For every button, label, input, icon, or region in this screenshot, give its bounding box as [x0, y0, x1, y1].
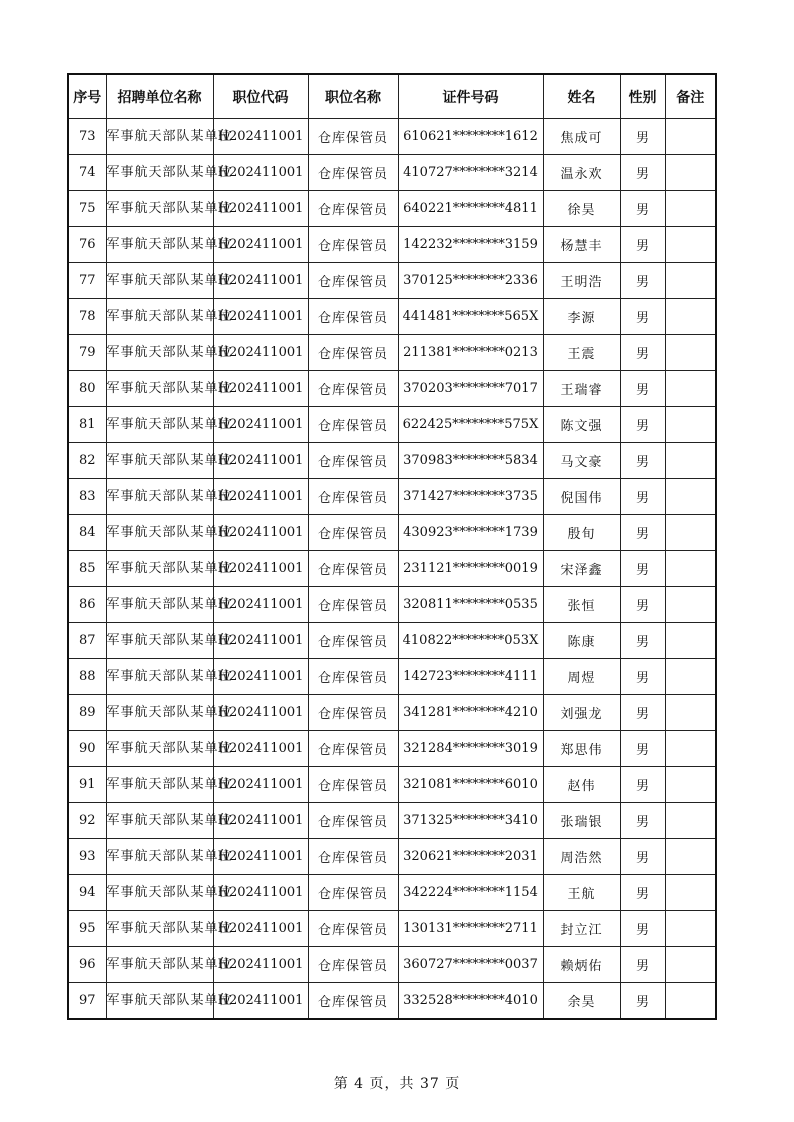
cell-serial: 75: [68, 191, 106, 227]
cell-id-number: 370983********5834: [398, 443, 543, 479]
table-row: [68, 731, 716, 767]
cell-unit: 军事航天部队某单位: [106, 479, 213, 515]
cell-position-name: 仓库保管员: [308, 299, 398, 335]
table-row: [68, 407, 716, 443]
cell-serial: 86: [68, 587, 106, 623]
cell-note: [665, 587, 716, 623]
cell-position-name: 仓库保管员: [308, 515, 398, 551]
cell-gender: 男: [620, 803, 665, 839]
cell-id-number: 410822********053X: [398, 623, 543, 659]
cell-serial: 84: [68, 515, 106, 551]
cell-position-name: 仓库保管员: [308, 551, 398, 587]
cell-unit: 军事航天部队某单位: [106, 587, 213, 623]
cell-id-number: 371427********3735: [398, 479, 543, 515]
cell-note: [665, 155, 716, 191]
cell-name: 陈康: [543, 623, 620, 659]
cell-position-name: 仓库保管员: [308, 263, 398, 299]
cell-note: [665, 767, 716, 803]
header-serial: 序号: [68, 74, 106, 119]
table-row: [68, 875, 716, 911]
cell-gender: 男: [620, 983, 665, 1020]
cell-unit: 军事航天部队某单位: [106, 839, 213, 875]
cell-serial: 85: [68, 551, 106, 587]
cell-position-code: H202411001: [213, 155, 308, 191]
cell-unit: 军事航天部队某单位: [106, 119, 213, 155]
cell-gender: 男: [620, 407, 665, 443]
cell-position-code: H202411001: [213, 551, 308, 587]
cell-gender: 男: [620, 875, 665, 911]
header-id-number: 证件号码: [398, 74, 543, 119]
table-row: [68, 947, 716, 983]
cell-note: [665, 911, 716, 947]
cell-gender: 男: [620, 335, 665, 371]
cell-serial: 95: [68, 911, 106, 947]
cell-note: [665, 335, 716, 371]
cell-position-name: 仓库保管员: [308, 443, 398, 479]
cell-name: 张瑞银: [543, 803, 620, 839]
cell-position-code: H202411001: [213, 479, 308, 515]
cell-position-name: 仓库保管员: [308, 839, 398, 875]
cell-position-name: 仓库保管员: [308, 119, 398, 155]
cell-position-code: H202411001: [213, 371, 308, 407]
cell-position-name: 仓库保管员: [308, 407, 398, 443]
table-row: [68, 767, 716, 803]
cell-note: [665, 371, 716, 407]
cell-name: 刘强龙: [543, 695, 620, 731]
cell-note: [665, 227, 716, 263]
cell-id-number: 622425********575X: [398, 407, 543, 443]
cell-name: 王航: [543, 875, 620, 911]
cell-position-name: 仓库保管员: [308, 191, 398, 227]
cell-note: [665, 839, 716, 875]
cell-gender: 男: [620, 191, 665, 227]
cell-unit: 军事航天部队某单位: [106, 659, 213, 695]
table-row: [68, 155, 716, 191]
cell-id-number: 370203********7017: [398, 371, 543, 407]
cell-serial: 96: [68, 947, 106, 983]
cell-position-code: H202411001: [213, 191, 308, 227]
cell-position-code: H202411001: [213, 263, 308, 299]
cell-id-number: 370125********2336: [398, 263, 543, 299]
cell-unit: 军事航天部队某单位: [106, 911, 213, 947]
cell-position-name: 仓库保管员: [308, 335, 398, 371]
cell-id-number: 142723********4111: [398, 659, 543, 695]
cell-id-number: 342224********1154: [398, 875, 543, 911]
cell-gender: 男: [620, 659, 665, 695]
cell-position-name: 仓库保管员: [308, 695, 398, 731]
cell-name: 倪国伟: [543, 479, 620, 515]
header-position-name: 职位名称: [308, 74, 398, 119]
cell-note: [665, 407, 716, 443]
cell-serial: 91: [68, 767, 106, 803]
cell-note: [665, 263, 716, 299]
cell-id-number: 320621********2031: [398, 839, 543, 875]
cell-serial: 80: [68, 371, 106, 407]
cell-serial: 97: [68, 983, 106, 1020]
cell-unit: 军事航天部队某单位: [106, 551, 213, 587]
cell-position-name: 仓库保管员: [308, 983, 398, 1020]
cell-gender: 男: [620, 731, 665, 767]
cell-id-number: 130131********2711: [398, 911, 543, 947]
cell-position-code: H202411001: [213, 875, 308, 911]
cell-id-number: 321081********6010: [398, 767, 543, 803]
table-row: [68, 227, 716, 263]
cell-note: [665, 515, 716, 551]
table-row: [68, 911, 716, 947]
cell-note: [665, 875, 716, 911]
cell-gender: 男: [620, 839, 665, 875]
cell-serial: 82: [68, 443, 106, 479]
cell-gender: 男: [620, 911, 665, 947]
cell-serial: 90: [68, 731, 106, 767]
table-row: [68, 695, 716, 731]
table-row: [68, 803, 716, 839]
cell-name: 周煜: [543, 659, 620, 695]
cell-gender: 男: [620, 767, 665, 803]
cell-id-number: 332528********4010: [398, 983, 543, 1020]
cell-id-number: 640221********4811: [398, 191, 543, 227]
table-row: [68, 443, 716, 479]
table-row: [68, 623, 716, 659]
cell-id-number: 341281********4210: [398, 695, 543, 731]
cell-name: 郑思伟: [543, 731, 620, 767]
table-row: [68, 515, 716, 551]
cell-unit: 军事航天部队某单位: [106, 227, 213, 263]
cell-position-name: 仓库保管员: [308, 227, 398, 263]
cell-gender: 男: [620, 443, 665, 479]
cell-id-number: 610621********1612: [398, 119, 543, 155]
cell-position-code: H202411001: [213, 623, 308, 659]
cell-unit: 军事航天部队某单位: [106, 155, 213, 191]
cell-position-code: H202411001: [213, 803, 308, 839]
cell-position-name: 仓库保管员: [308, 371, 398, 407]
cell-position-name: 仓库保管员: [308, 587, 398, 623]
cell-serial: 92: [68, 803, 106, 839]
cell-position-code: H202411001: [213, 299, 308, 335]
cell-position-code: H202411001: [213, 119, 308, 155]
header-unit: 招聘单位名称: [106, 74, 213, 119]
cell-note: [665, 191, 716, 227]
table-row: [68, 335, 716, 371]
cell-gender: 男: [620, 515, 665, 551]
cell-name: 马文豪: [543, 443, 620, 479]
cell-unit: 军事航天部队某单位: [106, 263, 213, 299]
cell-note: [665, 731, 716, 767]
cell-position-name: 仓库保管员: [308, 623, 398, 659]
cell-id-number: 410727********3214: [398, 155, 543, 191]
table-row: [68, 191, 716, 227]
table-body: [68, 119, 716, 1020]
cell-position-code: H202411001: [213, 443, 308, 479]
cell-position-name: 仓库保管员: [308, 947, 398, 983]
cell-unit: 军事航天部队某单位: [106, 767, 213, 803]
cell-serial: 79: [68, 335, 106, 371]
table-row: [68, 479, 716, 515]
header-position-code: 职位代码: [213, 74, 308, 119]
cell-unit: 军事航天部队某单位: [106, 695, 213, 731]
cell-position-code: H202411001: [213, 767, 308, 803]
cell-note: [665, 479, 716, 515]
cell-note: [665, 551, 716, 587]
cell-position-name: 仓库保管员: [308, 803, 398, 839]
table-row: [68, 839, 716, 875]
cell-gender: 男: [620, 299, 665, 335]
table-row: [68, 983, 716, 1020]
cell-unit: 军事航天部队某单位: [106, 443, 213, 479]
cell-name: 杨慧丰: [543, 227, 620, 263]
cell-position-code: H202411001: [213, 983, 308, 1020]
cell-position-code: H202411001: [213, 731, 308, 767]
cell-gender: 男: [620, 119, 665, 155]
cell-id-number: 371325********3410: [398, 803, 543, 839]
cell-unit: 军事航天部队某单位: [106, 371, 213, 407]
cell-serial: 93: [68, 839, 106, 875]
cell-name: 温永欢: [543, 155, 620, 191]
cell-name: 李源: [543, 299, 620, 335]
cell-position-code: H202411001: [213, 335, 308, 371]
cell-position-code: H202411001: [213, 407, 308, 443]
cell-note: [665, 983, 716, 1020]
cell-gender: 男: [620, 947, 665, 983]
cell-note: [665, 803, 716, 839]
cell-position-code: H202411001: [213, 227, 308, 263]
cell-unit: 军事航天部队某单位: [106, 875, 213, 911]
cell-unit: 军事航天部队某单位: [106, 731, 213, 767]
cell-serial: 73: [68, 119, 106, 155]
cell-id-number: 360727********0037: [398, 947, 543, 983]
cell-name: 余昊: [543, 983, 620, 1020]
cell-gender: 男: [620, 551, 665, 587]
cell-unit: 军事航天部队某单位: [106, 515, 213, 551]
cell-note: [665, 119, 716, 155]
table-row: [68, 371, 716, 407]
cell-position-code: H202411001: [213, 839, 308, 875]
cell-serial: 83: [68, 479, 106, 515]
cell-unit: 军事航天部队某单位: [106, 947, 213, 983]
cell-serial: 89: [68, 695, 106, 731]
cell-gender: 男: [620, 587, 665, 623]
cell-name: 封立江: [543, 911, 620, 947]
cell-unit: 军事航天部队某单位: [106, 803, 213, 839]
cell-gender: 男: [620, 155, 665, 191]
cell-unit: 军事航天部队某单位: [106, 335, 213, 371]
cell-unit: 军事航天部队某单位: [106, 299, 213, 335]
cell-unit: 军事航天部队某单位: [106, 983, 213, 1020]
cell-position-code: H202411001: [213, 911, 308, 947]
cell-id-number: 231121********0019: [398, 551, 543, 587]
cell-unit: 军事航天部队某单位: [106, 623, 213, 659]
cell-note: [665, 659, 716, 695]
cell-serial: 81: [68, 407, 106, 443]
table-row: [68, 299, 716, 335]
cell-name: 张恒: [543, 587, 620, 623]
cell-gender: 男: [620, 263, 665, 299]
table-row: [68, 659, 716, 695]
header-note: 备注: [665, 74, 716, 119]
cell-name: 焦成可: [543, 119, 620, 155]
cell-name: 赖炳佑: [543, 947, 620, 983]
cell-name: 陈文强: [543, 407, 620, 443]
cell-name: 王瑞睿: [543, 371, 620, 407]
cell-name: 周浩然: [543, 839, 620, 875]
cell-position-code: H202411001: [213, 659, 308, 695]
cell-position-name: 仓库保管员: [308, 767, 398, 803]
cell-position-name: 仓库保管员: [308, 479, 398, 515]
cell-name: 徐昊: [543, 191, 620, 227]
table-row: [68, 119, 716, 155]
cell-gender: 男: [620, 623, 665, 659]
cell-serial: 88: [68, 659, 106, 695]
cell-note: [665, 623, 716, 659]
cell-gender: 男: [620, 227, 665, 263]
cell-position-name: 仓库保管员: [308, 155, 398, 191]
cell-serial: 78: [68, 299, 106, 335]
cell-id-number: 320811********0535: [398, 587, 543, 623]
page-footer: 第 4 页，共 37 页: [333, 1076, 461, 1092]
cell-id-number: 430923********1739: [398, 515, 543, 551]
cell-name: 殷旬: [543, 515, 620, 551]
table-row: [68, 263, 716, 299]
cell-unit: 军事航天部队某单位: [106, 191, 213, 227]
cell-serial: 76: [68, 227, 106, 263]
cell-position-code: H202411001: [213, 947, 308, 983]
cell-note: [665, 695, 716, 731]
cell-serial: 74: [68, 155, 106, 191]
cell-position-name: 仓库保管员: [308, 731, 398, 767]
cell-id-number: 441481********565X: [398, 299, 543, 335]
cell-name: 赵伟: [543, 767, 620, 803]
cell-gender: 男: [620, 371, 665, 407]
cell-serial: 87: [68, 623, 106, 659]
cell-name: 宋泽鑫: [543, 551, 620, 587]
cell-position-code: H202411001: [213, 695, 308, 731]
cell-id-number: 321284********3019: [398, 731, 543, 767]
cell-id-number: 142232********3159: [398, 227, 543, 263]
cell-position-name: 仓库保管员: [308, 659, 398, 695]
cell-position-name: 仓库保管员: [308, 875, 398, 911]
cell-gender: 男: [620, 695, 665, 731]
cell-position-name: 仓库保管员: [308, 911, 398, 947]
candidate-table: [67, 73, 717, 1020]
cell-position-code: H202411001: [213, 587, 308, 623]
header-name: 姓名: [543, 74, 620, 119]
header-gender: 性别: [620, 74, 665, 119]
cell-note: [665, 443, 716, 479]
table-row: [68, 551, 716, 587]
cell-note: [665, 299, 716, 335]
table-row: [68, 587, 716, 623]
cell-position-code: H202411001: [213, 515, 308, 551]
cell-gender: 男: [620, 479, 665, 515]
cell-unit: 军事航天部队某单位: [106, 407, 213, 443]
cell-name: 王震: [543, 335, 620, 371]
cell-id-number: 211381********0213: [398, 335, 543, 371]
cell-serial: 77: [68, 263, 106, 299]
cell-name: 王明浩: [543, 263, 620, 299]
cell-serial: 94: [68, 875, 106, 911]
cell-note: [665, 947, 716, 983]
table-header-row: [68, 74, 716, 119]
